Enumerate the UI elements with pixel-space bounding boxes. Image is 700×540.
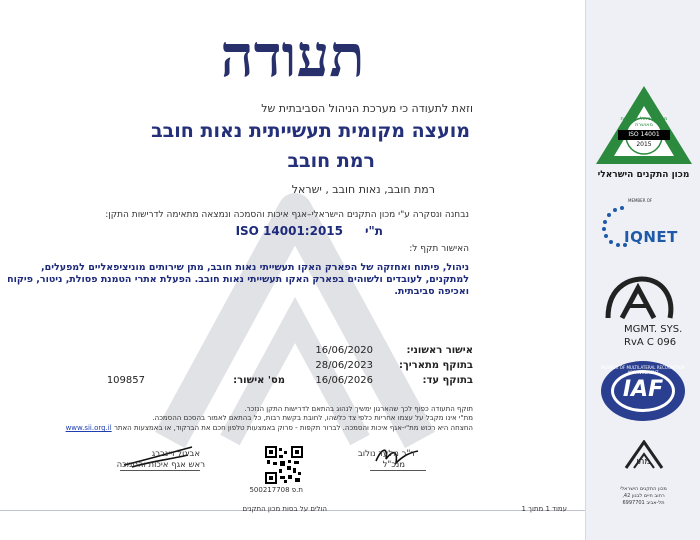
first-approval-label: אישור ראשוני: (406, 345, 473, 356)
signatory-right-title: מנכ"ל (382, 460, 405, 470)
signatory-right-name: ד"ר מלעד נולוב (357, 449, 415, 459)
organization-name: מועצה מקומית תעשייתית נאות חובב (151, 120, 470, 142)
rva-line-2: RvA C 096 (624, 337, 677, 348)
sii-seal-text: מערכת ניהול סביבתית מאושרת (620, 116, 668, 128)
sii-website-link[interactable]: www.sii.org.il (65, 424, 112, 432)
signatory-left-title: ראש אגף איכות והסמכה (116, 460, 205, 470)
standard-code: ISO 14001:2015 (235, 224, 343, 238)
accreditation-sidebar (585, 0, 700, 540)
effective-label: בתוקף מתאריך: (398, 360, 473, 371)
organization-name-line2: רמת חובב (287, 150, 375, 172)
tested-statement: נבחנה ונסקרה ע"י מכון התקנים הישראלי–אגף איכות והסמכה ונמצאה מתאימה לדרישות התקן: (105, 210, 469, 220)
mati-line-1: מכון התקנים הישראלי (620, 486, 667, 492)
iqnet-logo: IQNET (624, 228, 678, 246)
certificate-subtitle: וזאת לתעודה כי מערכת הניהול הסביבתית של (261, 102, 473, 115)
page-number: עמוד 1 מתוך 1 (521, 505, 567, 513)
scope-text: ניהול, פיתוח ואחזקה של הפארק האקו תעשייתי נאות חובב, מתן שירותים מוניציפאליים למפעלים, למתקנים, לעובדים ולשוהים בפארק האקו תעשייתי נאות חובב. הפעלת אתרי הטמנת פסולת, ניטור, פיקוח ואכיפה סביבתית. (7, 262, 469, 297)
cert-number-label: מס' אישור: (233, 375, 285, 386)
first-approval-value: 16/06/2020 (315, 345, 373, 356)
sii-seal-year: 2015 (636, 141, 652, 148)
standard-prefix: ת"י (365, 224, 383, 238)
footnote-1: תוקף התעודה כפוף לכך שהארגון ימשיך לנהוג בהתאם לדרישות התקן הנזכר. (244, 405, 473, 413)
iqnet-member-text: MEMBER OF (628, 198, 653, 203)
sii-seal-standard: ISO 14001 (618, 130, 670, 140)
qr-code-icon[interactable] (265, 446, 303, 484)
footer-note: הולים על בסות מכון התקנים (242, 505, 327, 513)
rva-mark-icon (604, 274, 684, 322)
sii-name: מכון התקנים הישראלי (597, 170, 690, 180)
iaf-ring-text: MEMBER OF MULTILATERAL RECOGNITION ARRANGEMENT (600, 365, 685, 375)
certificate-title: תעודה (220, 22, 365, 90)
mati-line-3: תל-אביב 6997701 (622, 500, 665, 506)
scope-label: האישור תקף ל: (409, 244, 469, 254)
valid-until-label: בתוקף עד: (422, 375, 473, 386)
rva-line-1: MGMT. SYS. (624, 324, 683, 335)
mati-logo-text: מתי (636, 457, 651, 467)
footnote-2: מת"י אינו מקבל על עצמו אחריות כלפי צד כלשהו, לחובת בקשת רבות, כל בהתאם לאמור בהסכם ההסמכה. (152, 414, 473, 422)
iaf-logo: IAF (622, 377, 664, 402)
signatory-left-name: אביטל ויינברג (151, 449, 200, 459)
cert-number-value: 109857 (106, 375, 145, 386)
footnote-3-text: החצחה היא רכוש מת"י-אגף איכות והסמכה. לברור תקפות - סרוק באמצעות טלפון חכם את הברקוד, או באמצעות האתר (113, 424, 473, 432)
valid-until-value: 16/06/2026 (315, 375, 373, 386)
footnote-3 (66, 424, 473, 432)
mati-line-2: רחוב חיים לבנון 42, (622, 493, 665, 499)
organization-address: רמת חובב, נאות חובב , ישראל (291, 183, 435, 196)
effective-value: 28/06/2023 (315, 360, 373, 371)
qr-caption: ת.פ 500217708 (249, 486, 303, 494)
